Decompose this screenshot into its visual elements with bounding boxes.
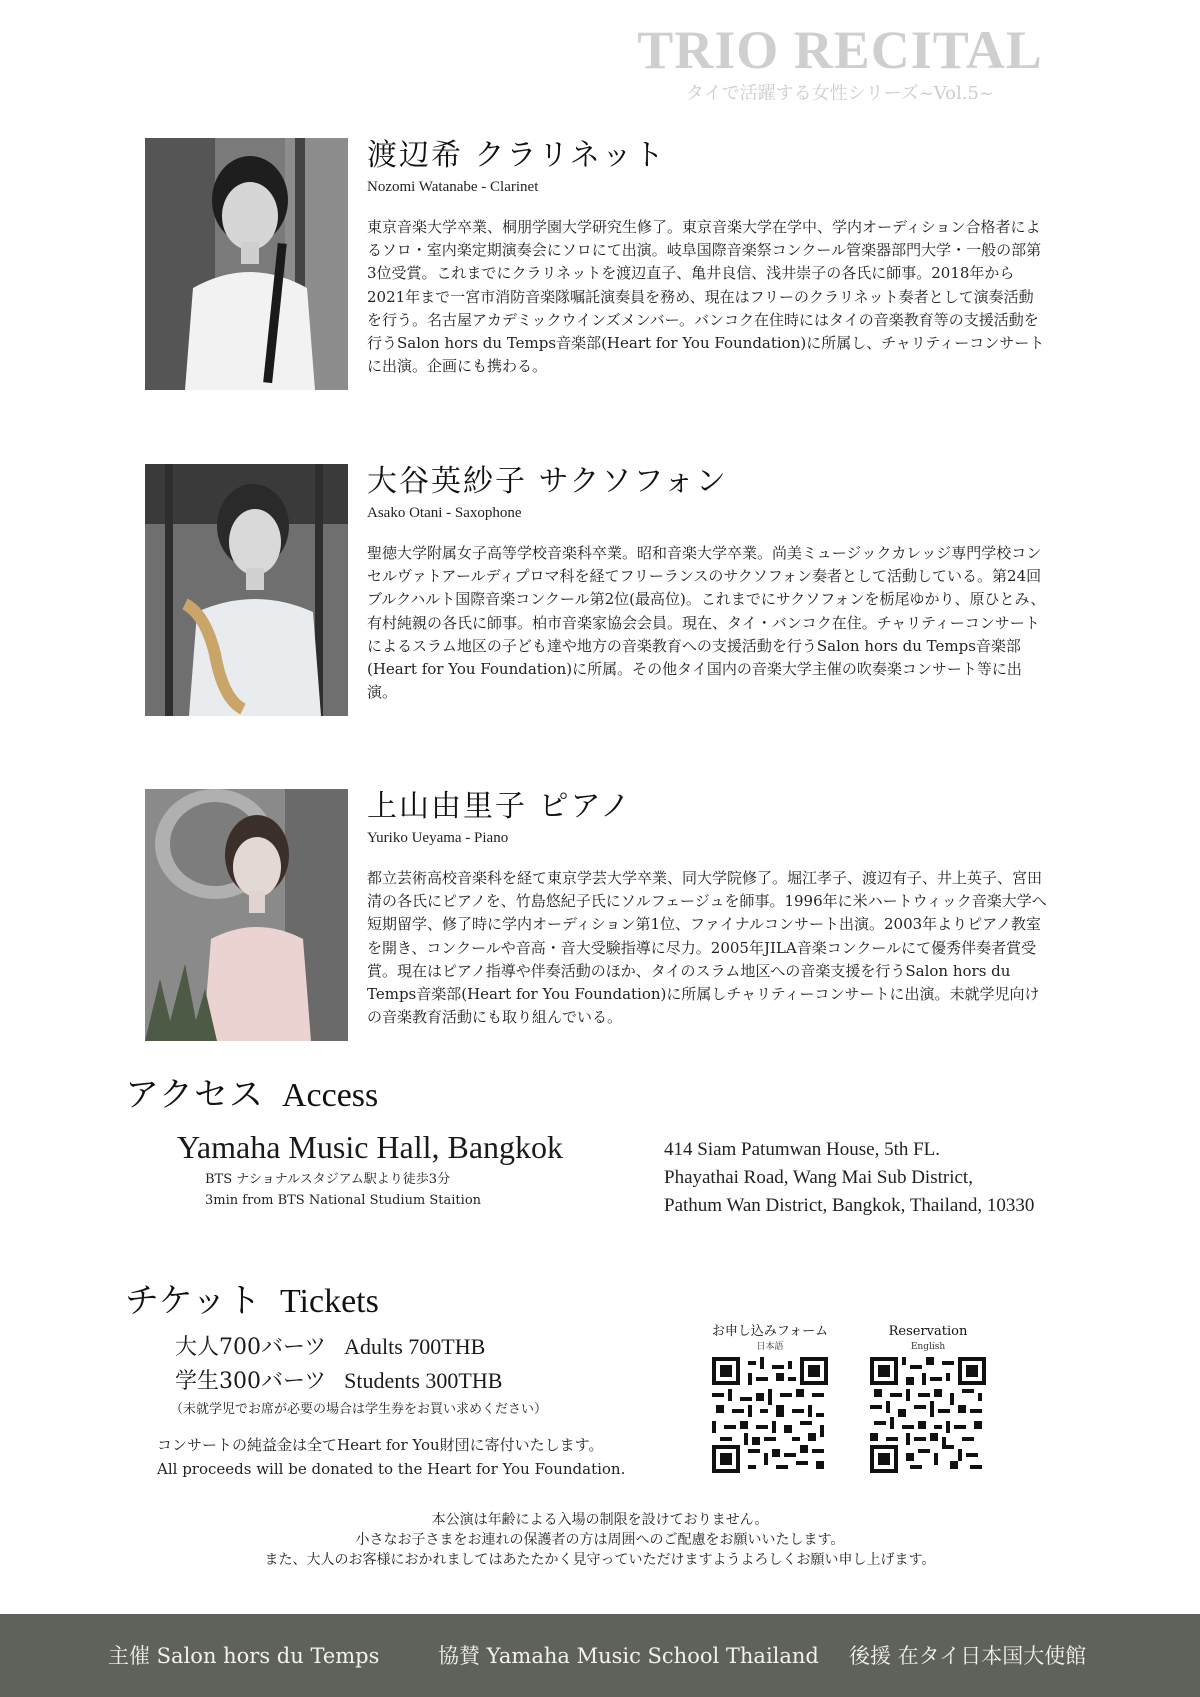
admission-notice [0,1510,1200,1570]
access-heading [125,1074,378,1117]
ticket-adults-en: Adults 700THB [344,1334,486,1359]
performer-bio: 聖徳大学附属女子高等学校音楽科卒業。昭和音楽大学卒業。尚美ミュージックカレッジ専門学校コンセルヴァトアールディプロマ科を経てフリーランスのサクソフォン奏者として活動している。第24回ブルクハルト国際音楽コンクール第2位(最高位)。これまでにサクソフォンを栃尾ゆかり、原ひとみ、有村純親の各氏に師事。柏市音楽家協会会員。現在、タイ・バンコク在住。チャリティーコンサートによるスラム地区の子ども達や地方の音楽教育への支援活動を行うSalon hors du Temps音楽部(Heart for You Foundation)に所属。その他タイ国内の音楽大学主催の吹奏楽コンサート等に出演。 [367,544,1046,702]
address-line: Phayathai Road, Wang Mai Sub District, [664,1167,973,1188]
ticket-students-ja: 学生300バーツ [175,1369,327,1394]
performer-photo-piano [145,789,348,1041]
footer-support: 後援 在タイ日本国大使館 [849,1644,1087,1668]
qr-label: Reservation [888,1324,968,1339]
recital-title: TRIO RECITAL [637,20,1043,80]
qr-code-icon[interactable] [712,1357,828,1473]
qr-sublabel: 日本語 [756,1342,784,1352]
venue-name: Yamaha Music Hall, Bangkok [177,1129,564,1165]
notice-line: また、大人のお客様におかれましてはあたたかく見守っていただけますようよろしくお願い申し上げます。 [264,1552,936,1568]
performer-name: 上山由里子 ピアノ [367,789,633,824]
ticket-note: （未就学児でお席が必要の場合は学生券をお買い求めください） [170,1402,548,1417]
tickets-heading-ja: チケット [125,1281,262,1321]
directions-en: 3min from BTS National Studium Staition [205,1193,482,1208]
ticket-students [175,1366,502,1397]
qr-code-icon[interactable] [870,1357,986,1473]
performer-photo-saxophone [145,464,348,716]
access-heading-en: Access [281,1077,379,1114]
performer-name: 大谷英紗子 サクソフォン [367,464,728,499]
performer-clarinet [145,138,1045,390]
notice-line: 本公演は年齢による入場の制限を設けておりません。 [431,1512,769,1528]
donation-ja: コンサートの純益金は全てHeart for You財団に寄付いたします。 [157,1436,604,1454]
ticket-adults-ja: 大人700バーツ [175,1335,327,1360]
ticket-students-en: Students 300THB [344,1368,503,1393]
performer-role: Yuriko Ueyama - Piano [367,830,509,846]
directions-ja: BTS ナショナルスタジアム駅より徒歩3分 [205,1172,451,1187]
address-line: 414 Siam Patumwan House, 5th FL. [664,1139,941,1160]
performer-role: Asako Otani - Saxophone [367,505,522,521]
qr-sublabel: English [910,1342,946,1352]
performer-name: 渡辺希 クラリネット [367,138,666,173]
footer-organizer: 主催 Salon hors du Temps [108,1644,380,1668]
footer-sponsor: 協賛 Yamaha Music School Thailand [438,1644,819,1668]
address-line: Pathum Wan District, Bangkok, Thailand, 10330 [664,1195,1035,1216]
qr-label: お申し込みフォーム [711,1324,829,1339]
donation-en: All proceeds will be donated to the Heart for You Foundation. [157,1460,626,1478]
performer-piano [145,789,1045,1041]
access-heading-ja: アクセス [125,1075,264,1115]
recital-subtitle: タイで活躍する女性シリーズ~Vol.5~ [685,83,995,104]
recital-header [610,18,1070,106]
ticket-adults [175,1332,485,1363]
qr-reservation-english[interactable] [853,1323,1003,1473]
venue-address [664,1136,1034,1220]
performer-role: Nozomi Watanabe - Clarinet [367,179,539,195]
performer-photo-clarinet [145,138,348,390]
performer-saxophone [145,464,1045,716]
tickets-heading-en: Tickets [279,1283,379,1320]
notice-line: 小さなお子さまをお連れの保護者の方は周囲へのご配慮をお願いいたします。 [355,1532,845,1548]
sponsor-footer [0,1614,1200,1697]
qr-form-japanese[interactable] [695,1323,845,1473]
tickets-heading [125,1280,379,1323]
performer-bio: 東京音楽大学卒業、桐朋学園大学研究生修了。東京音楽大学在学中、学内オーディション合格者によるソロ・室内楽定期演奏会にソロにて出演。岐阜国際音楽祭コンクール管楽器部門大学・一般の部第3位受賞。これまでにクラリネットを渡辺直子、亀井良信、浅井崇子の各氏に師事。2018年から2021年まで一宮市消防音楽隊嘱託演奏員を務め、現在はフリーのクラリネット奏者として演奏活動を行う。名古屋アカデミックウインズメンバー。バンコク在住時にはタイの音楽教育等の支援活動を行うSalon hors du Temps音楽部(Heart for You Foundation)に所属し、チャリティーコンサートに出演。企画にも携わる。 [367,218,1045,376]
performer-bio: 都立芸術高校音楽科を経て東京学芸大学卒業、同大学院修了。堀江孝子、渡辺有子、井上英子、宮田清の各氏にピアノを、竹島悠紀子氏にソルフェージュを師事。1996年に米ハートウィック音楽大学へ短期留学、修了時に学内オーディション第1位、ファイナルコンサート出演。2003年よりピアノ教室を開き、コンクールや音高・音大受験指導に尽力。2005年JILA音楽コンクールにて優秀伴奏者賞受賞。現在はピアノ指導や伴奏活動のほか、タイのスラム地区への音楽支援を行うSalon hors du Temps音楽部(Heart for You Foundation)に所属しチャリティーコンサートに出演。未就学児向けの音楽教育活動にも取り組んでいる。 [367,869,1047,1027]
